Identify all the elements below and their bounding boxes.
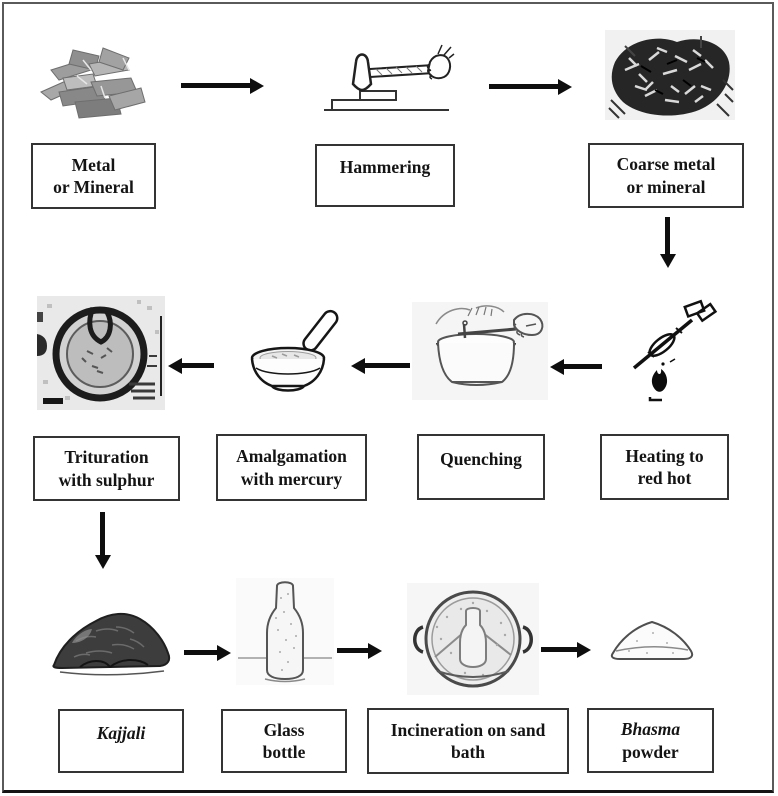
quenching-pot-image	[412, 302, 548, 400]
step-label-line: Incineration on sand	[390, 719, 546, 740]
step-quenching	[417, 434, 545, 500]
kajjali-mound-image	[46, 593, 176, 685]
step-label-line: Trituration	[64, 447, 149, 468]
metal-pieces-image	[33, 36, 151, 138]
arrow-heating-to-quenching	[563, 364, 602, 369]
step-label-line: or Mineral	[53, 177, 134, 197]
step-glass-bottle	[221, 709, 347, 773]
grinding-mortar-image	[37, 296, 165, 410]
arrow-coarse-to-heating	[665, 217, 670, 255]
step-label-line: Amalgamation	[236, 446, 347, 467]
arrow-metal-to-hammering	[181, 83, 251, 88]
arrow-amalgamation-to-trituration	[181, 363, 214, 368]
tongs-over-flame-image	[618, 296, 718, 402]
step-label-line: powder	[622, 741, 679, 762]
arrow-hammering-to-coarse	[489, 84, 559, 89]
glass-bottle-image	[236, 578, 334, 685]
step-label-line: Bhasma	[620, 719, 681, 740]
arrow-incineration-to-bhasma	[541, 647, 578, 652]
step-label-line: Hammering	[339, 157, 431, 178]
bhasma-powder-image	[607, 613, 697, 667]
step-metal-or-mineral	[31, 143, 156, 209]
step-label-line: with mercury	[240, 468, 343, 489]
step-label-line: bath	[450, 742, 486, 762]
step-heating-to-red-hot	[600, 434, 729, 500]
step-bhasma-powder	[587, 708, 714, 773]
arrow-kajjali-to-bottle	[184, 650, 218, 655]
coarse-metal-image	[605, 30, 735, 120]
step-label-line: Coarse metal	[616, 154, 716, 175]
arrow-quenching-to-amalgamation	[364, 363, 410, 368]
step-label-line: Kajjali	[96, 722, 146, 743]
step-amalgamation	[216, 434, 367, 501]
step-label-line: with sulphur	[58, 469, 155, 490]
step-hammering	[315, 144, 455, 207]
step-incineration	[367, 708, 569, 774]
step-label-line: Glass	[263, 719, 305, 740]
step-kajjali	[58, 709, 184, 773]
arrow-bottle-to-incineration	[337, 648, 369, 653]
arrow-trituration-to-kajjali	[100, 512, 105, 556]
step-label-line: Heating to	[625, 445, 704, 466]
step-label-line: bottle	[262, 742, 306, 762]
sand-bath-pan-image	[407, 583, 539, 695]
step-label-line: Metal	[71, 154, 116, 175]
step-label-line: red hot	[637, 468, 692, 488]
step-label-line: Quenching	[440, 448, 522, 469]
step-coarse-metal	[588, 143, 744, 208]
step-trituration	[33, 436, 180, 501]
hammering-hand-image	[318, 40, 455, 120]
mortar-pestle-image	[238, 306, 348, 396]
step-label-line: or mineral	[626, 176, 706, 197]
